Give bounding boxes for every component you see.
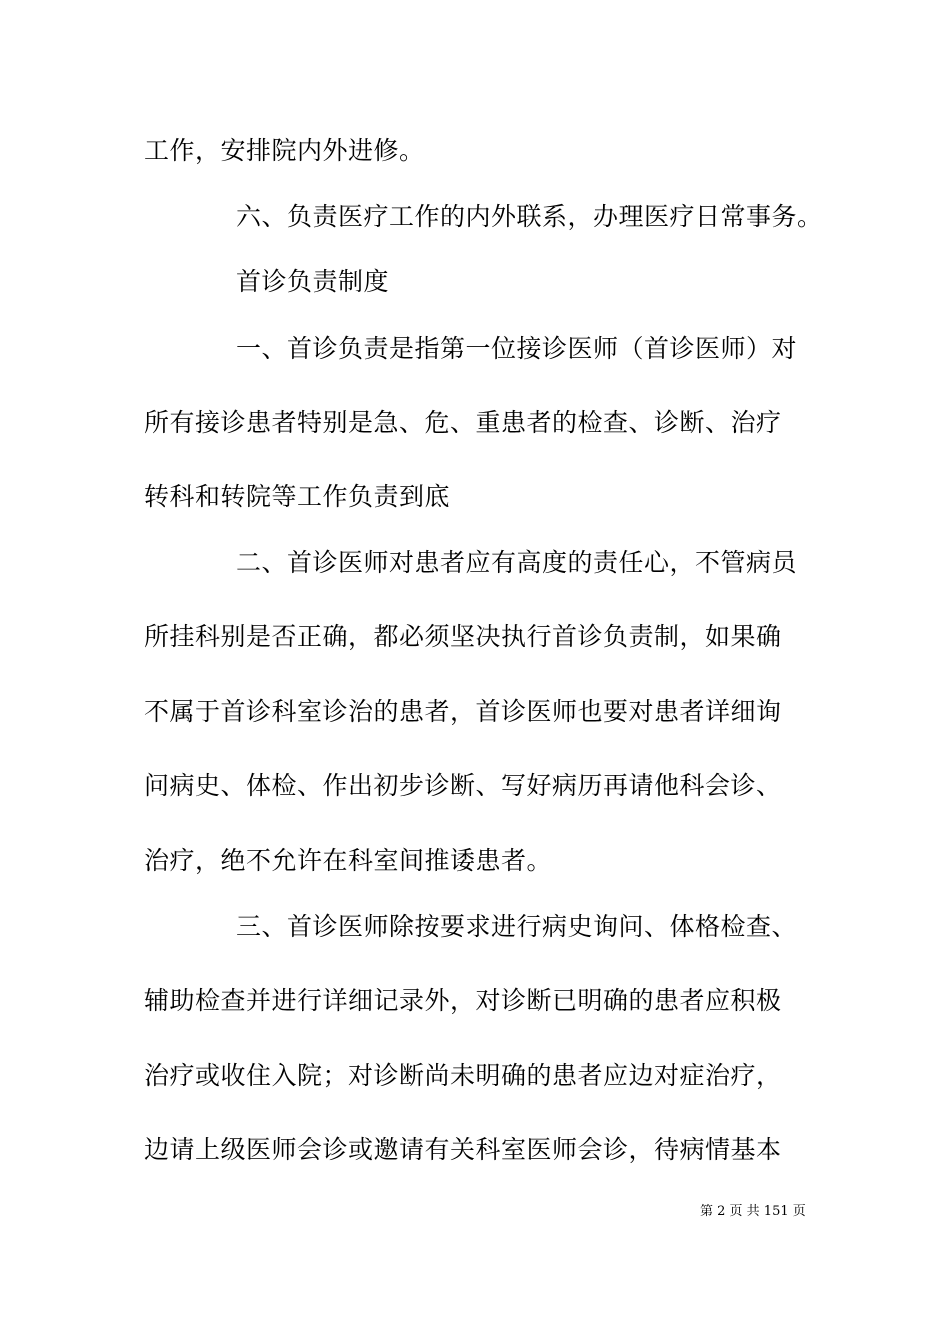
- text-line: 辅助检查并进行详细记录外，对诊断已明确的患者应积极: [144, 986, 782, 1015]
- text-line: 转科和转院等工作负责到底: [144, 482, 451, 511]
- text-line: 边请上级医师会诊或邀请有关科室医师会诊，待病情基本: [144, 1135, 782, 1164]
- text-line: 一、首诊负责是指第一位接诊医师（首诊医师）对: [236, 334, 798, 363]
- text-line: 二、首诊医师对患者应有高度的责任心，不管病员: [236, 548, 798, 577]
- text-line: 工作，安排院内外进修。: [144, 136, 425, 165]
- text-line: 治疗或收住入院；对诊断尚未明确的患者应边对症治疗，: [144, 1061, 782, 1090]
- text-line: 六、负责医疗工作的内外联系，办理医疗日常事务。: [236, 202, 823, 231]
- text-line: 所挂科别是否正确，都必须坚决执行首诊负责制，如果确: [144, 622, 782, 651]
- text-line: 不属于首诊科室诊治的患者，首诊医师也要对患者详细询: [144, 697, 782, 726]
- page-number: 第 2 页 共 151 页: [700, 1204, 806, 1219]
- text-line: 问病史、体检、作出初步诊断、写好病历再请他科会诊、: [144, 771, 782, 800]
- section-heading: 首诊负责制度: [236, 267, 390, 296]
- text-line: 治疗，绝不允许在科室间推诿患者。: [144, 846, 553, 875]
- text-line: 所有接诊患者特别是急、危、重患者的检查、诊断、治疗: [144, 408, 782, 437]
- text-line: 三、首诊医师除按要求进行病史询问、体格检查、: [236, 912, 798, 941]
